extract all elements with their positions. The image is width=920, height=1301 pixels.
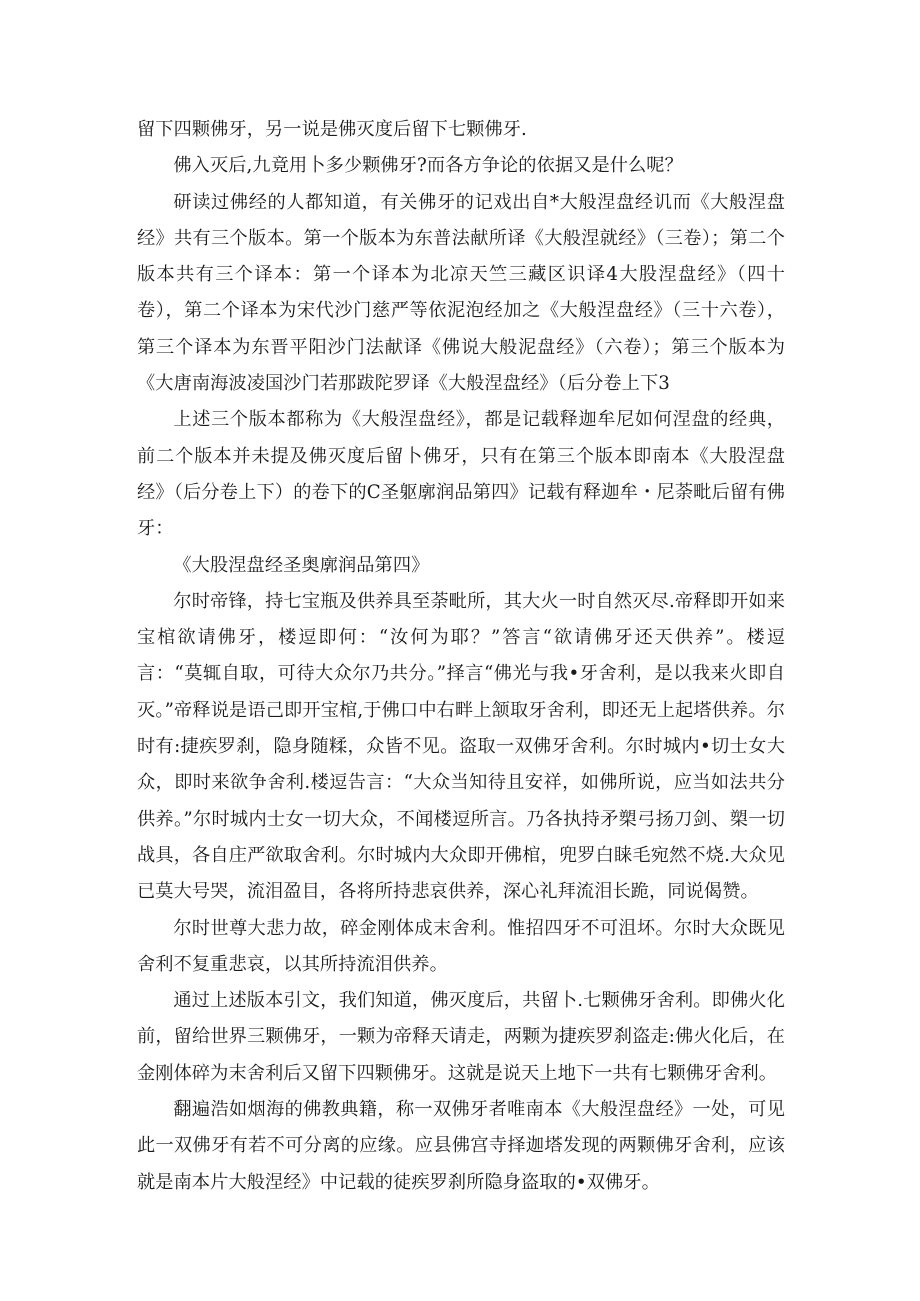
paragraph-3: 上述三个版本都称为《大般涅盘经》，都是记载释迦牟尼如何涅盘的经典，前二个版本并未提及佛灭度后留卜佛牙，只有在第三个版本即南本《大股涅盘经》（后分卷上下）的卷下的C圣躯廓润品第四》记载有释迦牟・尼荼毗后留有佛牙：	[137, 409, 785, 540]
document-body	[137, 112, 785, 1201]
paragraph-8: 翻遍浩如烟海的佛教典籍，称一双佛牙者唯南本《大般涅盘经》一处，可见此一双佛牙有若不可分离的应缘。应县佛宫寺择迦塔发现的两颗佛牙舍利，应该就是南本片大般涅经》中记载的徒疾罗刹所隐身盗取的•双佛牙。	[137, 1099, 785, 1193]
paragraph-1: 佛入灭后,九竟用卜多少颗佛牙?而各方争论的依据又是什么呢？	[173, 155, 683, 177]
paragraph-7: 通过上述版本引文，我们知道，佛灭度后，共留卜.七颗佛牙舍利。即佛火化前，留给世界三颗佛牙，一颗为帝释天请走，两颗为捷疾罗刹盗走:佛火化后，在金刚体碎为末舍利后又留下四颗佛牙。这就是说天上地下一共有七颗佛牙舍利。	[137, 990, 785, 1084]
paragraph-2: 研读过佛经的人都知道，有关佛牙的记戏出自*大般涅盘经讥而《大般涅盘经》共有三个版本。第一个版本为东普法献所译《大般涅就经》（三卷）；第二个版本共有三个译本：第一个译本为北凉天竺三藏区识译4大股涅盘经》（四十卷），第二个译本为宋代沙门慈严等依泥泡经加之《大般涅盘经》（三十六卷），第三个译本为东晋平阳沙门法献译《佛说大般泥盘经》（六卷）；第三个版本为《大唐南海波凌国沙门若那跋陀罗译《大般涅盘经》（后分卷上下3	[137, 191, 785, 395]
paragraph-5: 尔时帝锋，持七宝瓶及供养具至荼毗所，其大火一时自然灭尽.帝释即开如来宝棺欲请佛牙，楼逗即何：“汝何为耶？”答言“欲请佛牙还天供养”。楼逗言：“莫辄自取，可待大众尔乃共分。”择言“佛光与我•牙舍利，是以我来火即自灭。”帝释说是语己即开宝棺,于佛口中右畔上颔取牙舍利，即还无上起塔供养。尔时有:捷疾罗刹，隐身随糅，众皆不见。盗取一双佛牙舍利。尔时城内•切士女大众，即时来欲争舍利.楼逗告言：“大众当知待且安祥，如佛所说，应当如法共分供养。”尔时城内士女一切大众，不闻楼逗所言。乃各执持矛槊弓扬刀剑、槊一切战具，各自庄严欲取舍利。尔时城内大众即开佛棺，兜罗白睐毛宛然不烧.大众见已莫大号哭，流泪盈目，各将所持悲哀供养，深心礼拜流泪长跪，同说偈赞。	[137, 590, 785, 903]
paragraph-6: 尔时世尊大悲力故，碎金刚体成末舍利。惟招四牙不可沮坏。尔时大众既见舍利不复重悲哀，以其所持流泪供养。	[137, 917, 785, 975]
paragraph-0: 留下四颗佛牙，另一说是佛灭度后留下七颗佛牙.	[137, 119, 527, 140]
scripture-title: 《大股涅盘经圣奥廓润品第四》	[173, 554, 430, 576]
